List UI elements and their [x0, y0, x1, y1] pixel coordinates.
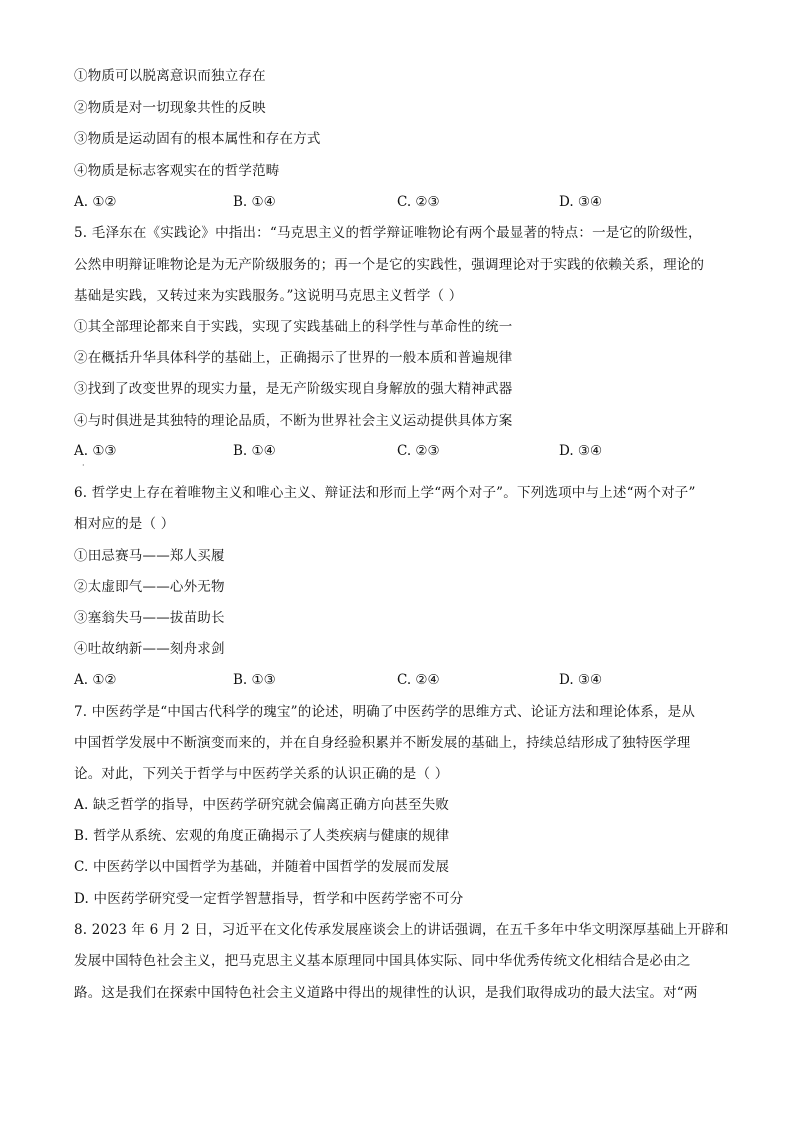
- q8-stem: 8. 2023 年 6 月 2 日，习近平在文化传承发展座谈会上的讲话强调，在五千多年中华文明深厚基础上开辟和: [74, 922, 729, 938]
- q5-statement: ②在概括升华具体科学的基础上，正确揭示了世界的一般本质和普遍规律: [74, 350, 513, 366]
- q7-choice: B. 哲学从系统、宏观的角度正确揭示了人类疾病与健康的规律: [74, 828, 450, 844]
- q5-statement: ①其全部理论都来自于实践，实现了实践基础上的科学性与革命性的统一: [74, 319, 513, 335]
- q7-choice: A. 缺乏哲学的指导，中医药学研究就会偏离正确方向甚至失败: [74, 797, 450, 813]
- q6-stem: 相对应的是（ ）: [74, 516, 175, 532]
- stray-mark: ·: [82, 461, 85, 470]
- q7-choice: C. 中医药学以中国哲学为基础，并随着中国哲学的发展而发展: [74, 859, 450, 875]
- option-b: B. ①④: [233, 443, 276, 459]
- q4-statement: ③物质是运动固有的根本属性和存在方式: [74, 131, 321, 147]
- option-a: A. ①③: [74, 443, 117, 459]
- option-d: D. ③④: [559, 672, 603, 688]
- q6-statement: ②太虚即气——心外无物: [74, 579, 225, 595]
- option-b: B. ①④: [233, 194, 276, 210]
- q6-statement: ①田忌赛马——郑人买履: [74, 548, 225, 564]
- q5-options: [74, 442, 634, 460]
- option-c: C. ②④: [397, 672, 440, 688]
- q8-stem: 发展中国特色社会主义，把马克思主义基本原理同中国具体实际、同中华优秀传统文化相结合是必由之: [74, 953, 691, 969]
- option-d: D. ③④: [559, 194, 603, 210]
- q7-stem: 论。对此，下列关于哲学与中医药学关系的认识正确的是（ ）: [74, 766, 449, 782]
- option-a: A. ①②: [74, 672, 117, 688]
- option-a: A. ①②: [74, 194, 117, 210]
- q7-stem: 7. 中医药学是“中国古代科学的瑰宝”的论述，明确了中医药学的思维方式、论证方法和理论体系，是从: [74, 704, 696, 720]
- q5-statement: ④与时俱进是其独特的理论品质，不断为世界社会主义运动提供具体方案: [74, 413, 513, 429]
- q7-stem: 中国哲学发展中不断演变而来的，并在自身经验积累并不断发展的基础上，持续总结形成了独特医学理: [74, 735, 691, 751]
- q6-stem: 6. 哲学史上存在着唯物主义和唯心主义、辩证法和形而上学“两个对子”。下列选项中与上述“两个对子”: [74, 485, 696, 501]
- q5-stem: 5. 毛泽东在《实践论》中指出：“马克思主义的哲学辩证唯物论有两个最显著的特点：一是它的阶级性，: [74, 225, 702, 241]
- q5-stem: 基础是实践，又转过来为实践服务。”这说明马克思主义哲学（ ）: [74, 288, 463, 304]
- q6-statement: ③塞翁失马——拔苗助长: [74, 610, 225, 626]
- q4-statement: ④物质是标志客观实在的哲学范畴: [74, 163, 280, 179]
- q4-statement: ②物质是对一切现象共性的反映: [74, 100, 266, 116]
- q5-stem: 公然申明辩证唯物论是为无产阶级服务的；再一个是它的实践性，强调理论对于实践的依赖关系，理论的: [74, 257, 705, 273]
- q4-statement: ①物质可以脱离意识而独立存在: [74, 68, 266, 84]
- option-c: C. ②③: [397, 194, 440, 210]
- q7-choice: D. 中医药学研究受一定哲学智慧指导，哲学和中医药学密不可分: [74, 891, 464, 907]
- q6-options: [74, 671, 634, 689]
- q5-statement: ③找到了改变世界的现实力量，是无产阶级实现自身解放的强大精神武器: [74, 381, 513, 397]
- q8-stem: 路。这是我们在探索中国特色社会主义道路中得出的规律性的认识，是我们取得成功的最大法宝。对“两: [74, 985, 698, 1001]
- option-c: C. ②③: [397, 443, 440, 459]
- q6-statement: ④吐故纳新——刻舟求剑: [74, 641, 225, 657]
- option-b: B. ①③: [233, 672, 276, 688]
- option-d: D. ③④: [559, 443, 603, 459]
- q4-options: [74, 193, 634, 211]
